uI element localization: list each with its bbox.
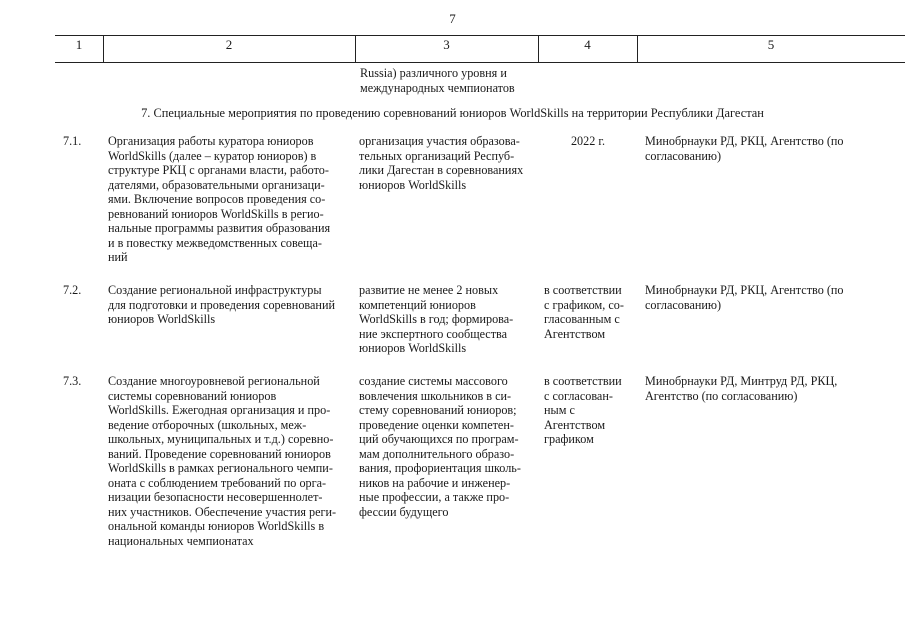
term-cell [544, 283, 636, 341]
text-line: международных чемпионатов [360, 80, 515, 95]
result-cell [359, 283, 533, 356]
text-line: WorldSkills в рамках регионального чемпи- [108, 461, 333, 475]
result-cell [359, 374, 533, 519]
text-line: юниоров WorldSkills [359, 341, 467, 355]
text-line: ваний. Проведение соревнований юниоров [108, 446, 331, 461]
header-bottom-rule [55, 62, 905, 63]
text-line: в соответствии [544, 374, 622, 388]
activity-cell [108, 134, 350, 265]
text-line: них участников. Обеспечение участия реги- [108, 504, 337, 519]
text-line: создание системы массового [359, 374, 508, 388]
text-line: Организация работы куратора юниоров [108, 134, 314, 148]
text-line: для подготовки и проведения соревнований [108, 297, 335, 312]
text-line: организация участия образова- [359, 134, 520, 148]
text-line: тельных организаций Респуб- [359, 148, 515, 163]
text-line: графиком [544, 432, 594, 446]
text-line: с согласован- [544, 388, 613, 403]
text-line: согласованию) [645, 297, 722, 312]
text-line: ным с [544, 403, 575, 417]
row-number: 7.2. [63, 283, 82, 297]
text-line: в соответствии [544, 283, 622, 297]
text-line: Минобрнауки РД, РКЦ, Агентство (по [645, 134, 844, 148]
text-line: вания, профориентация школь- [359, 461, 521, 475]
text-line: Создание многоуровневой региональной [108, 374, 320, 388]
text-line: школьных, муниципальных и т.д.) соревно- [108, 432, 334, 446]
text-line: с графиком, со- [544, 297, 624, 312]
result-cell [359, 134, 533, 192]
text-line: Агентство (по согласованию) [645, 388, 798, 403]
page-number: 7 [449, 11, 456, 26]
text-line: 2022 г. [570, 134, 606, 148]
text-line: ций обучающихся по програм- [359, 432, 519, 446]
header-top-rule [55, 35, 905, 36]
responsible-cell [645, 134, 895, 163]
text-line: дателями, образовательными организаци- [108, 177, 325, 192]
text-line: юниоров WorldSkills [108, 312, 216, 326]
text-line: и в повестку межведомственных совеща- [108, 235, 322, 250]
header-col-3: 3 [443, 37, 450, 52]
text-line: ями. Включение вопросов проведения со- [108, 192, 326, 206]
text-line: системы соревнований юниоров [108, 388, 277, 403]
section-title: 7. Специальные мероприятия по проведению соревнований юниоров WorldSkills на территории Республики Дагестан [141, 106, 764, 120]
text-line: национальных чемпионатах [108, 533, 254, 548]
row-number: 7.1. [63, 134, 82, 148]
activity-cell [108, 283, 350, 327]
text-line: нальные программы развития образования [108, 221, 331, 235]
term-cell [541, 134, 635, 149]
text-line: Агентством [544, 417, 606, 432]
text-line: развитие не менее 2 новых [359, 283, 499, 297]
text-line: согласованию) [645, 148, 722, 163]
header-col-4: 4 [584, 37, 591, 52]
header-col-2: 2 [225, 37, 233, 52]
header-col-1: 1 [75, 37, 83, 52]
text-line: WorldSkills (далее – куратор юниоров) в [108, 148, 317, 163]
text-line: WorldSkills. Ежегодная организация и про- [108, 403, 331, 417]
text-line: ональной команды юниоров WorldSkills в [108, 519, 325, 533]
text-line: лики Дагестан в соревнованиях [359, 163, 524, 177]
text-line: компетенций юниоров [359, 297, 476, 312]
responsible-cell [645, 283, 895, 312]
activity-cell [108, 374, 350, 548]
text-line: низации безопасности несовершеннолет- [108, 490, 323, 504]
text-line: проведение оценки компетен- [359, 417, 514, 432]
text-line: структуре РКЦ с органами власти, работо- [108, 163, 329, 177]
text-line: юниоров WorldSkills [359, 177, 467, 192]
text-line: Агентством [544, 326, 606, 341]
continued-text [360, 66, 530, 95]
text-line: Минобрнауки РД, Минтруд РД, РКЦ, [645, 374, 838, 388]
text-line: ников на рабочие и инженер- [359, 475, 511, 490]
text-line: гласованным с [544, 312, 620, 326]
text-line: стему соревнований юниоров; [359, 403, 517, 417]
text-line: Минобрнауки РД, РКЦ, Агентство (по [645, 283, 844, 297]
header-col-5: 5 [767, 37, 775, 52]
text-line: оната с соблюдением требований по орга- [108, 475, 327, 490]
text-line: мам дополнительного образо- [359, 446, 515, 461]
text-line: фессии будущего [359, 504, 449, 519]
text-line: ведение отборочных (школьных, меж- [108, 417, 307, 432]
text-line: ные профессии, а также про- [359, 490, 510, 504]
row-number: 7.3. [63, 374, 82, 388]
text-line: ние экспертного сообщества [359, 326, 508, 341]
term-cell [544, 374, 636, 447]
text-line: ревнований юниоров WorldSkills в регио- [108, 206, 324, 221]
responsible-cell [645, 374, 895, 403]
text-line: Russia) различного уровня и [360, 66, 507, 80]
text-line: WorldSkills в год; формирова- [359, 312, 514, 326]
text-line: ний [108, 250, 128, 264]
text-line: вовлечения школьников в си- [359, 388, 512, 403]
text-line: Создание региональной инфраструктуры [108, 283, 322, 297]
